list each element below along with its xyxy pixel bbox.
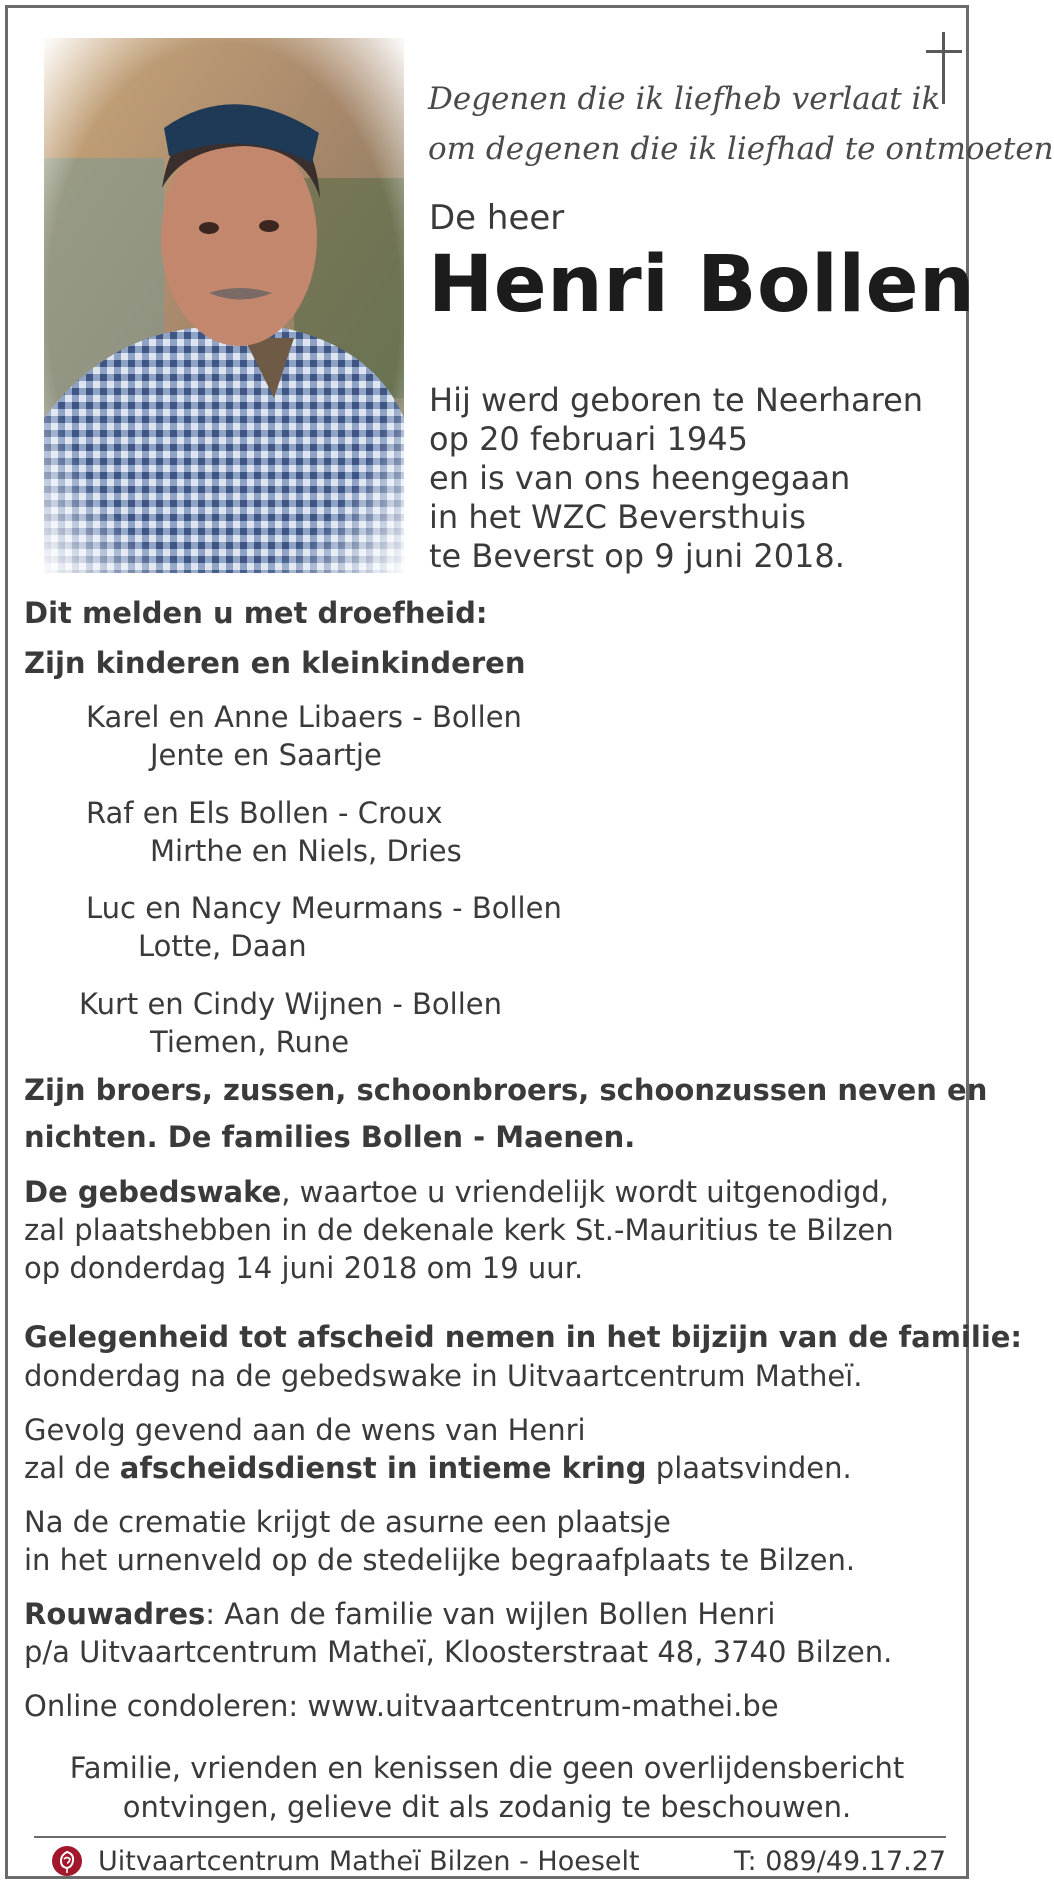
family-parents: Raf en Els Bollen - Croux xyxy=(86,796,443,830)
wish-line xyxy=(24,1449,852,1487)
detail-line: te Beverst op 9 juni 2018. xyxy=(429,537,845,575)
family-parents: Kurt en Cindy Wijnen - Bollen xyxy=(79,987,503,1021)
address-label: Rouwadres xyxy=(24,1597,206,1631)
obituary-card xyxy=(5,5,1054,1879)
birth-death-details xyxy=(429,381,923,576)
wish-emphasis: afscheidsdienst in intieme kring xyxy=(119,1451,647,1485)
wake-line: zal plaatshebben in de dekenale kerk St.-Mauritius te Bilzen xyxy=(24,1213,894,1247)
family-parents: Karel en Anne Libaers - Bollen xyxy=(86,700,522,734)
address-line xyxy=(24,1595,775,1633)
address-text: : Aan de familie van wijlen Bollen Henri xyxy=(205,1597,776,1631)
family-kids: Lotte, Daan xyxy=(138,929,307,963)
memorial-quote xyxy=(428,74,1054,174)
notice-line: ontvingen, gelieve dit als zodanig te beschouwen. xyxy=(122,1790,852,1824)
footer-divider xyxy=(34,1836,946,1838)
relatives-line: nichten. De families Bollen - Maenen. xyxy=(24,1120,636,1154)
portrait-photo xyxy=(44,38,404,573)
quote-line: Degenen die ik liefheb verlaat ik xyxy=(428,81,941,117)
farewell-line: donderdag na de gebedswake in Uitvaartcentrum Matheï. xyxy=(24,1359,863,1393)
detail-line: en is van ons heengegaan xyxy=(429,459,851,497)
cremation-line: Na de crematie krijgt de asurne een plaatsje xyxy=(24,1505,671,1539)
wish-line: Gevolg gevend aan de wens van Henri xyxy=(24,1413,586,1447)
footer-phone: T: 089/49.17.27 xyxy=(734,1846,947,1877)
wish-text: zal de xyxy=(24,1451,120,1485)
online-condolences: Online condoleren: www.uitvaartcentrum-mathei.be xyxy=(24,1689,779,1723)
notice-line: Familie, vrienden en kenissen die geen overlijdensbericht xyxy=(69,1751,905,1785)
family-kids: Jente en Saartje xyxy=(150,738,382,772)
wake-line xyxy=(24,1173,889,1211)
wish-text: plaatsvinden. xyxy=(646,1451,852,1485)
rose-logo-icon xyxy=(50,1844,84,1878)
detail-line: Hij werd geboren te Neerharen xyxy=(429,381,924,419)
address-line: p/a Uitvaartcentrum Matheï, Kloosterstraat 48, 3740 Bilzen. xyxy=(24,1635,893,1669)
family-kids: Mirthe en Niels, Dries xyxy=(150,834,462,868)
relatives-line: Zijn broers, zussen, schoonbroers, schoonzussen neven en xyxy=(24,1073,988,1107)
name-prefix: De heer xyxy=(429,198,565,238)
children-heading: Zijn kinderen en kleinkinderen xyxy=(24,646,526,680)
announcement: Dit melden u met droefheid: xyxy=(24,596,488,630)
detail-line: in het WZC Beversthuis xyxy=(429,498,806,536)
cremation-line: in het urnenveld op de stedelijke begraafplaats te Bilzen. xyxy=(24,1543,856,1577)
detail-line: op 20 februari 1945 xyxy=(429,420,748,458)
wake-text: , waartoe u vriendelijk wordt uitgenodigd, xyxy=(281,1175,889,1209)
footer-company: Uitvaartcentrum Matheï Bilzen - Hoeselt xyxy=(98,1846,640,1877)
wake-line: op donderdag 14 juni 2018 om 19 uur. xyxy=(24,1251,584,1285)
deceased-name: Henri Bollen xyxy=(428,240,976,330)
family-kids: Tiemen, Rune xyxy=(150,1025,350,1059)
quote-line: om degenen die ik liefhad te ontmoeten xyxy=(428,131,1054,167)
family-parents: Luc en Nancy Meurmans - Bollen xyxy=(86,891,562,925)
farewell-heading: Gelegenheid tot afscheid nemen in het bijzijn van de familie: xyxy=(24,1320,1023,1354)
wake-label: De gebedswake xyxy=(24,1175,282,1209)
